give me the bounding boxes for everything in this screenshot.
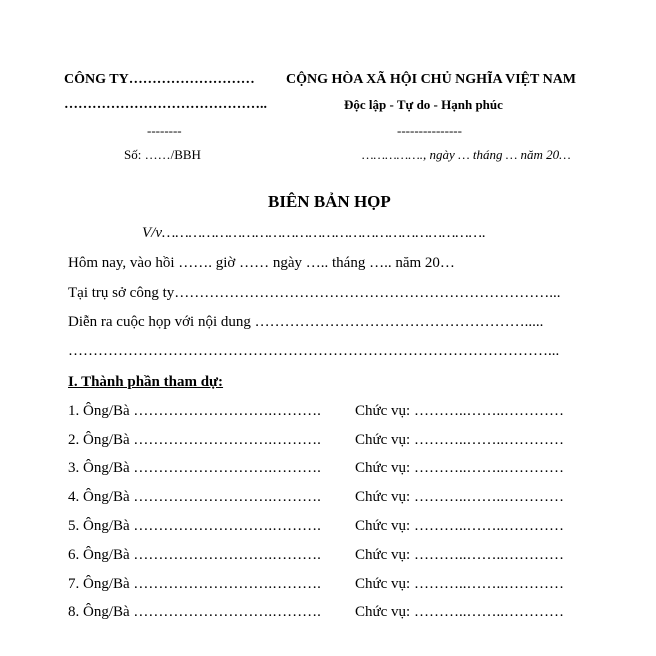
meeting-location-line: Tại trụ sở công ty…………………………………………………………………... bbox=[68, 285, 561, 301]
attendee-position-line: Chức vụ: ………..……..………… bbox=[355, 460, 564, 476]
attendee-position-line: Chức vụ: ………..……..………… bbox=[355, 518, 564, 534]
meeting-time-line: Hôm nay, vào hồi ……. giờ …… ngày ….. tháng ….. năm 20… bbox=[68, 255, 455, 271]
attendee-name-line: 4. Ông/Bà ……………………….………. bbox=[68, 489, 321, 505]
document-title: BIÊN BẢN HỌP bbox=[268, 192, 391, 211]
attendee-name-line: 6. Ông/Bà ……………………….………. bbox=[68, 547, 321, 563]
attendee-position-line: Chức vụ: ………..……..………… bbox=[355, 604, 564, 620]
attendee-name-line: 7. Ông/Bà ……………………….………. bbox=[68, 576, 321, 592]
company-separator: -------- bbox=[147, 123, 182, 138]
attendee-name-line: 8. Ông/Bà ……………………….………. bbox=[68, 604, 321, 620]
subject-line: V/v………………………………………………………………. bbox=[142, 225, 486, 241]
attendee-name-line: 1. Ông/Bà ……………………….………. bbox=[68, 403, 321, 419]
section-heading-attendees: I. Thành phần tham dự: bbox=[68, 374, 224, 390]
continuation-line: ……………………………………………………………………………………... bbox=[68, 343, 560, 359]
national-motto: Độc lập - Tự do - Hạnh phúc bbox=[344, 97, 503, 112]
attendee-name-line: 2. Ông/Bà ……………………….………. bbox=[68, 432, 321, 448]
motto-separator: --------------- bbox=[397, 123, 462, 138]
attendee-name-line: 3. Ông/Bà ……………………….………. bbox=[68, 460, 321, 476]
attendee-position-line: Chức vụ: ………..……..………… bbox=[355, 489, 564, 505]
attendee-position-line: Chức vụ: ………..……..………… bbox=[355, 576, 564, 592]
company-line-2: …………………………………….. bbox=[64, 97, 267, 112]
attendee-position-line: Chức vụ: ………..……..………… bbox=[355, 547, 564, 563]
country-name: CỘNG HÒA XÃ HỘI CHỦ NGHĨA VIỆT NAM bbox=[286, 72, 577, 87]
meeting-content-line: Diễn ra cuộc họp với nội dung ………………………………………………..... bbox=[68, 314, 544, 330]
attendee-name-line: 5. Ông/Bà ……………………….………. bbox=[68, 518, 321, 534]
document-number: Số: ……/BBH bbox=[124, 147, 201, 162]
attendee-position-line: Chức vụ: ………..……..………… bbox=[355, 432, 564, 448]
company-label: CÔNG TY……………………… bbox=[64, 72, 255, 87]
attendee-position-line: Chức vụ: ………..……..………… bbox=[355, 403, 564, 419]
date-line: ……………., ngày … tháng … năm 20… bbox=[362, 147, 571, 162]
